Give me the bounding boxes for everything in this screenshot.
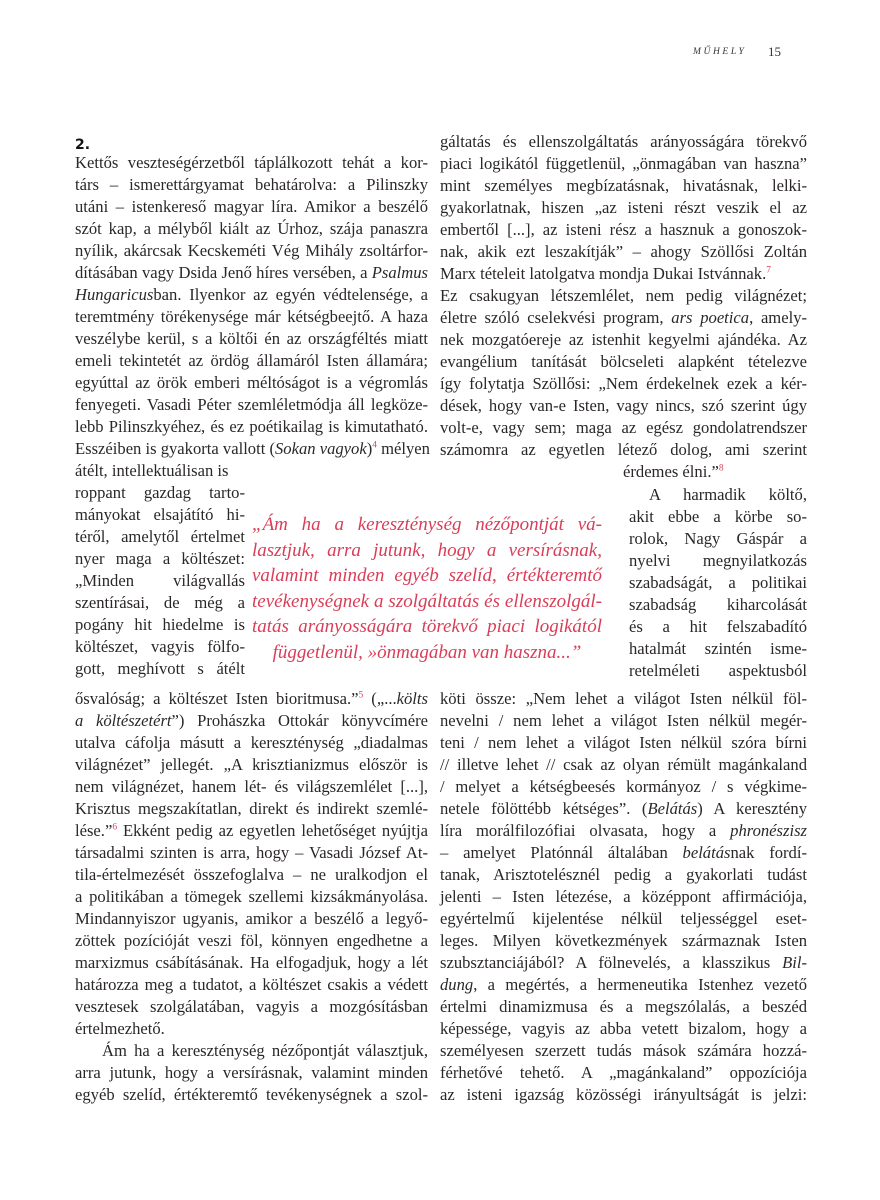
text-line: // illetve lehet // csak az olyan rémült magánkaland <box>440 755 807 774</box>
text-line: emeli tekintetét az ördög államáról Isten államára; <box>75 351 428 370</box>
text-line: világnézet” jellegét. „A krisztianizmus először is <box>75 755 428 774</box>
text-line: férhetővé tehető. A „magánkaland” oppozíciója <box>440 1063 807 1082</box>
text-line: érdemes élni.”$^8$ <box>623 462 724 481</box>
text-line: egyéb szelíd, értékteremtő tevékenységnek a szol- <box>75 1085 428 1104</box>
text-line: értelmi dinamizmusa és a megszólalás, a beszéd <box>440 997 807 1016</box>
text-line: marxizmus csábításának. Ha elfogadjuk, hogy a lét <box>75 953 428 972</box>
text-line: Mindannyiszor ugyanis, amikor a beszélő a legyő- <box>75 909 428 928</box>
text-line: nek mozgatóereje az istenhit kegyelmi ajándéka. Az <box>440 330 807 349</box>
work-title: Hungaricus <box>75 285 154 304</box>
pull-quote-line: „Ám ha a kereszténység nézőpontját vá- <box>252 514 602 535</box>
text-line: lése.”$^6$ Ekként pedig az egyetlen lehetőséget nyújtja <box>75 821 428 840</box>
text-line: számomra az egyetlen létező dolog, ami szerint <box>440 440 807 459</box>
text-line: szabadság kiharcolását <box>629 595 807 614</box>
text-line: személyesen szerzett tudás mások számára hozzá- <box>440 1041 807 1060</box>
text-line: teremtmény törékenysége már kétségbeejtő. A haza <box>75 307 428 326</box>
text-line: netele fölöttébb kétséges”. (Belátás) A keresztény <box>440 799 807 818</box>
text-line: az isteni igazság közösségi irányultságát is jelzi: <box>440 1085 807 1104</box>
text-line: teni / nem lehet a világot Isten nélkül szóra bírni <box>440 733 807 752</box>
section-number: 2. <box>75 137 91 153</box>
text-line: így folytatja Szöllősi: „Nem érdekelnek ezek a kér- <box>440 374 807 393</box>
text-line: egyúttal az örök emberi méltóságot is a végromlás <box>75 373 428 392</box>
footnote-ref[interactable]: 7 <box>766 265 771 276</box>
text-line: dung, a megértés, a hermeneutika Istenhez vezető <box>440 975 807 994</box>
text-line: embertől [...], az isteni rész a hasznuk a gonoszok- <box>440 220 807 239</box>
work-title: Sokan vagyok <box>275 439 367 458</box>
text-line: életre szóló cselekvési program, ars poetica, amely- <box>440 308 808 327</box>
section-title: MŰHELY <box>693 47 747 57</box>
text-line: társ – ismerettárgyamat behatárolva: a Pilinszky <box>75 175 428 194</box>
text-line: veszélybe kerül, s a költői én az országféltés miatt <box>75 329 428 348</box>
footnote-ref[interactable]: 8 <box>718 463 724 474</box>
work-title: a költészetért <box>75 711 172 730</box>
text-line: átélt, intellektuálisan is <box>75 461 229 480</box>
text-line: Marx tételeit latolgatva mondja Dukai Istvánnak.$^7$ <box>440 264 771 283</box>
text-line: Kettős veszteségérzetből táplálkozott tehát a kor- <box>75 153 428 172</box>
text-line: utalva cáfolja másutt a kereszténység „diadalmas <box>75 733 428 752</box>
text-line: – amelyet Platónnál általában belátásnak fordí- <box>440 843 807 862</box>
text-line: költészet, vagyis fölfo- <box>75 637 245 656</box>
text-line: nem világnézet, hanem lét- és világszemlélet [...], <box>75 777 428 796</box>
text-line: szót kap, a mélyből kiált az Úrhoz, szája panaszra <box>75 219 428 238</box>
running-head <box>640 44 840 64</box>
text-line: dításában vagy Dsida Jenő híres versében, a Psalmus <box>75 263 428 282</box>
text-line: a költészetért”) Prohászka Ottokár könyvcímére <box>75 711 428 730</box>
text-line: és a hit felszabadító <box>629 617 807 636</box>
text-line: tanak, Arisztotelésznél pedig a gyakorlati tudást <box>440 865 807 884</box>
text-line: gáltatás és ellenszolgáltatás arányosságára törekvő <box>440 132 807 151</box>
text-line: gott, meghívott s átélt <box>75 659 245 678</box>
work-title: Psalmus <box>371 263 428 282</box>
text-line: hatalmát szintén isme- <box>629 639 807 658</box>
text-line: pogány hit hiedelme is <box>75 615 245 634</box>
footnote-ref[interactable]: 6 <box>112 822 118 833</box>
text-line: tila-értelmezését összefoglalva – ne uralkodjon el <box>75 865 428 884</box>
text-line: evangélium tanítását bölcseleti alapként tételezve <box>440 352 807 371</box>
text-line: gyakorlatnak, hiszen „az isteni részt veszik el az <box>440 198 807 217</box>
text-line: nak, akik ezt leszakítják” – ahogy Szöllősi Zoltán <box>440 242 807 261</box>
text-line: Krisztus megszakítatlan, direkt és indirekt szemlé- <box>75 799 428 818</box>
text-line: líra morálfilozófiai olvasata, hogy a phronészisz <box>440 821 807 840</box>
text-line: szentírásai, de még a <box>75 593 245 612</box>
text-line: arra jutunk, hogy a versírásnak, valamint minden <box>75 1063 428 1082</box>
text-line: A harmadik költő, <box>649 485 807 504</box>
text-line: a politikában a tömegek szellemi kizsákmányolása. <box>75 887 428 906</box>
text-line: Ez csakugyan létszemlélet, nem pedig világnézet; <box>440 286 807 305</box>
text-line: roppant gazdag tarto- <box>75 483 245 502</box>
pull-quote-line: tevékenységnek a szolgáltatás és ellenszolgál- <box>252 590 602 612</box>
text-line: szabadságát, a politikai <box>629 573 807 592</box>
footnote-ref[interactable]: 5 <box>358 690 364 701</box>
text-line: dések, hogy van-e Isten, vagy nincs, szó szerint úgy <box>440 396 807 415</box>
text-line: nyílik, akárcsak Kecskeméti Vég Mihály zsoltárfor- <box>75 241 428 260</box>
page-number: 15 <box>768 44 781 59</box>
text-line: Hungaricusban. Ilyenkor az egyén védtelensége, a <box>75 285 428 304</box>
text-line: retelméleti aspektusból <box>629 661 807 680</box>
text-line: „Minden világvallás <box>75 571 245 590</box>
text-line: téről, amelytől értelmet <box>75 527 245 546</box>
text-line: ősvalóság; a költészet Isten bioritmusa.”$^5$ („...költs <box>75 689 428 708</box>
text-line: egyértelmű kijelentése nélkül teljességgel eset- <box>440 909 807 928</box>
text-line: nyer maga a költészet: <box>75 549 245 568</box>
text-line: Esszéiben is gyakorta vallott (Sokan vagyok)$^4$ mélyen <box>75 439 430 458</box>
text-line: értelmezhető. <box>75 1019 165 1038</box>
text-line: köti össze: „Nem lehet a világot Isten nélkül föl- <box>440 689 807 708</box>
pull-quote-line: tatás arányosságára törekvő piaci logikától <box>252 616 602 637</box>
text-line: képessége, vagyis az abba vetett bizalom, hogy a <box>440 1019 807 1038</box>
text-line: zöttek pozícióját veszi föl, könnyen engedhetne a <box>75 931 428 950</box>
text-line: vesztesek szolgálatában, vagyis a mozgósításban <box>75 997 428 1016</box>
text-line: határozza meg a tudatot, a költészet csakis a védett <box>75 975 428 994</box>
text-line: fenyegeti. Vasadi Péter szemléletmódja áll legköze- <box>75 395 428 414</box>
pull-quote-line: lasztjuk, arra jutunk, hogy a versírásnak, <box>252 539 602 561</box>
text-line: akit ebbe a körbe so- <box>629 507 807 526</box>
text-line: jelenti – Isten létezése, a középpont affirmációja, <box>440 887 807 906</box>
text-line: Ám ha a kereszténység nézőpontját választjuk, <box>102 1041 428 1060</box>
work-title: Belátás <box>647 799 698 818</box>
text-line: nevelni / nem lehet a világot Isten nélkül megér- <box>440 711 807 730</box>
text-line: mányokat elsajátító hi- <box>75 505 245 524</box>
text-line: lebb Pilinszkyéhez, és ez poétikailag is kimutatható. <box>75 417 428 436</box>
footnote-ref[interactable]: 4 <box>372 440 377 451</box>
text-line: társadalmi szinten is arra, hogy – Vasadi József At- <box>75 843 428 862</box>
text-line: rolok, Nagy Gáspár a <box>629 529 807 548</box>
text-line: szubsztanciájából? A fölnevelés, a klasszikus Bil- <box>440 953 807 972</box>
text-line: mint személyes megbízatásnak, hivatásnak, lelki- <box>440 176 807 195</box>
text-line: / melyet a kétségbeesés kormányoz / s végkime- <box>440 777 807 796</box>
text-line: nyelvi megnyilatkozás <box>629 551 807 570</box>
pull-quote-line: függetlenül, »önmagában van haszna...” <box>272 641 582 663</box>
text-line: volt-e, vagy sem; maga az egész gondolatrendszer <box>440 418 807 437</box>
pull-quote-line: valamint minden egyéb szelíd, értékteremtő <box>252 565 602 586</box>
text-line: utáni – istenkereső magyar líra. Amikor a beszélő <box>75 197 428 216</box>
text-line: piaci logikától függetlenül, „önmagában van haszna” <box>440 154 807 173</box>
text-line: leges. Milyen következmények származnak Isten <box>440 931 807 950</box>
